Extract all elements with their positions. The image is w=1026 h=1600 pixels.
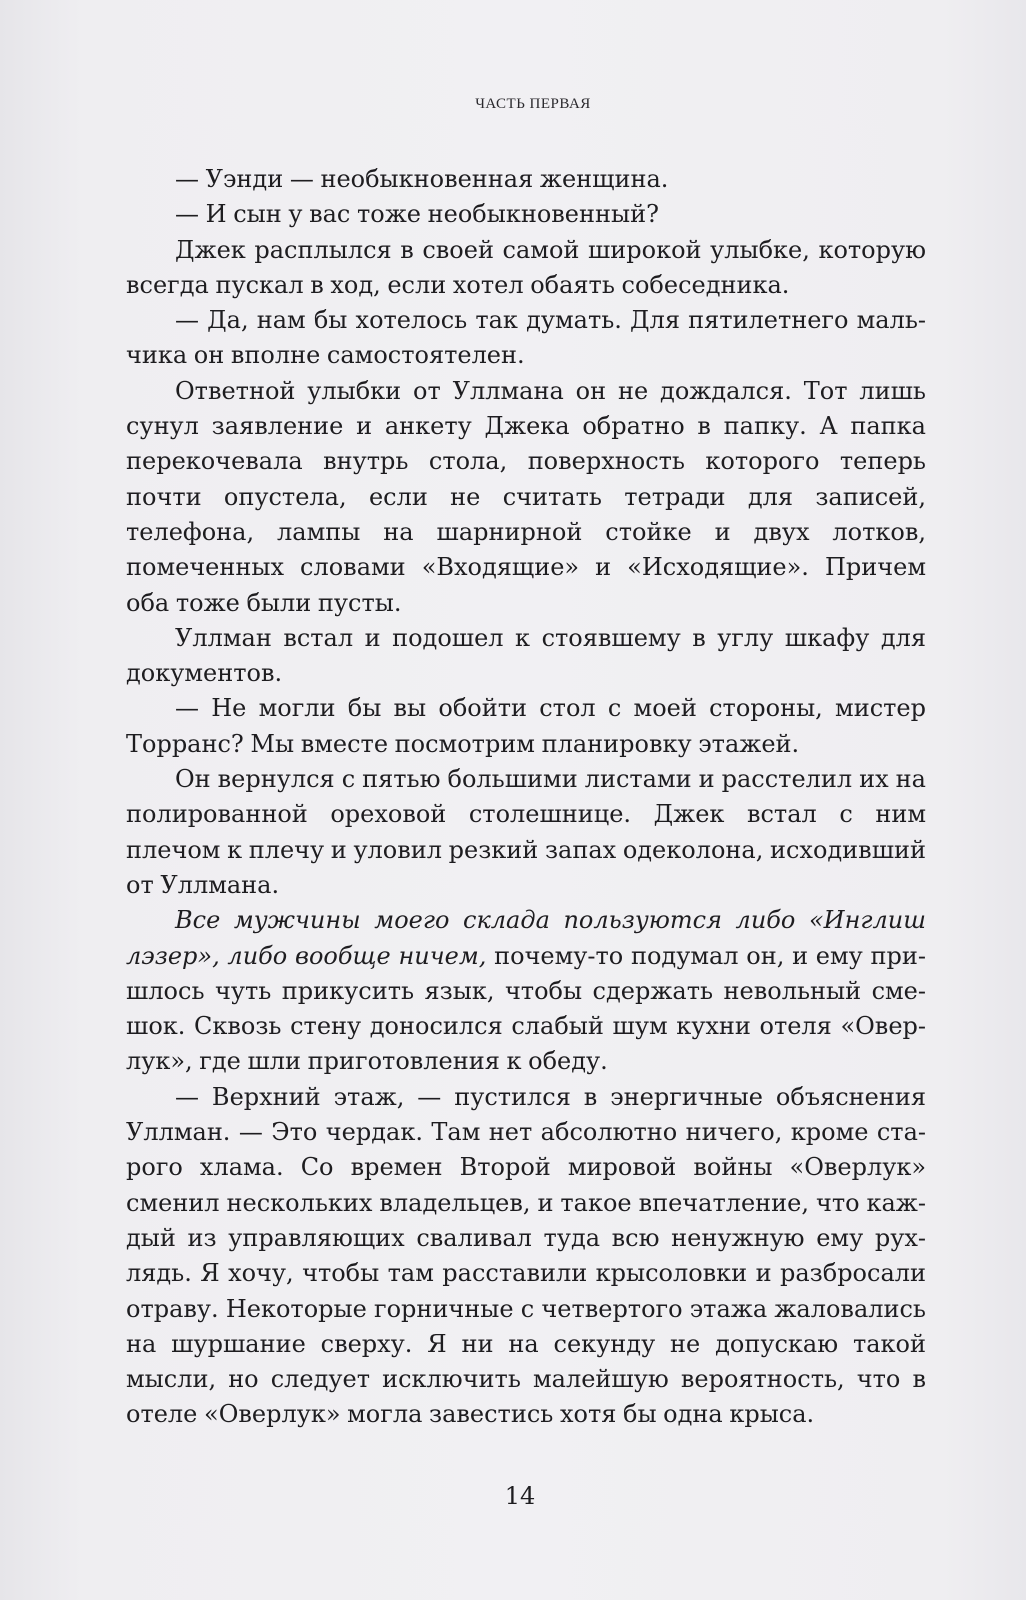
paragraph-4: — Да, нам бы хотелось так думать. Для пятилетнего мальчика он вполне самостоятелен. bbox=[126, 306, 926, 370]
paragraph-2: — И сын у вас тоже необыкновенный? bbox=[175, 200, 659, 229]
paragraph-7: — Не могли бы вы обойти стол с моей стороны, мистер Торранс? Мы вместе посмотрим планировку этажей. bbox=[126, 694, 926, 758]
paragraph-1: — Уэнди — необыкновенная женщина. bbox=[175, 165, 669, 193]
body-text bbox=[126, 162, 926, 1433]
paragraph-9 bbox=[126, 903, 926, 1079]
paragraph-6: Уллман встал и подошел к стоявшему в углу шкафу для документов. bbox=[126, 623, 926, 688]
page-number: 14 bbox=[504, 1482, 536, 1510]
paragraph-5: Ответной улыбки от Уллмана он не дождался. Тот лишь сунул заявление и анкету Джека обратно в папку. А папка перекочевала внутрь стола, поверхность которого теперь почти опустела, если не считать тетради для записей, телефона, лампы на шарнирной стойке и двух лотков, помеченных словами «Входящие» и «Исходящие». Причем оба тоже были пусты. bbox=[126, 376, 926, 617]
paragraph-8: Он вернулся с пятью большими листами и расстелил их на полированной ореховой столешнице. Джек встал с ним плечом к плечу и уловил резкий запах одеколона, исходивший от Уллмана. bbox=[126, 765, 926, 899]
running-head: ЧАСТЬ ПЕРВАЯ bbox=[475, 96, 591, 112]
paragraph-3: Джек расплылся в своей самой широкой улыбке, которую всегда пускал в ход, если хотел обаять собеседника. bbox=[126, 235, 926, 299]
paragraph-10: — Верхний этаж, — пустился в энергичные объяснения Уллман. — Это чердак. Там нет абсолютно ничего, кроме старого хлама. Со времен Второй мировой войны «Оверлук» сменил нескольких владельцев, и такое впечатление, что каждый из управляющих сваливал туда всю ненужную ему рухлядь. Я хочу, чтобы там расставили крысоловки и разбросали отраву. Некоторые горничные с четвертого этажа жаловались на шуршание сверху. Я ни на секунду не допускаю такой мысли, но следует исключить малейшую вероятность, что в отеле «Оверлук» могла завестись хотя бы одна крыса. bbox=[126, 1082, 926, 1429]
italic-thought: Все мужчины моего склада пользуются либо «Инглиш лэзер», либо вообще ничем, bbox=[126, 906, 926, 970]
paragraph-9-rest: почему-то подумал он, и ему пришлось чуть прикусить язык, чтобы сдержать невольный смешок. Сквозь стену доносился слабый шум кухни отеля «Оверлук», где шли приготовления к обеду. bbox=[126, 941, 926, 1076]
